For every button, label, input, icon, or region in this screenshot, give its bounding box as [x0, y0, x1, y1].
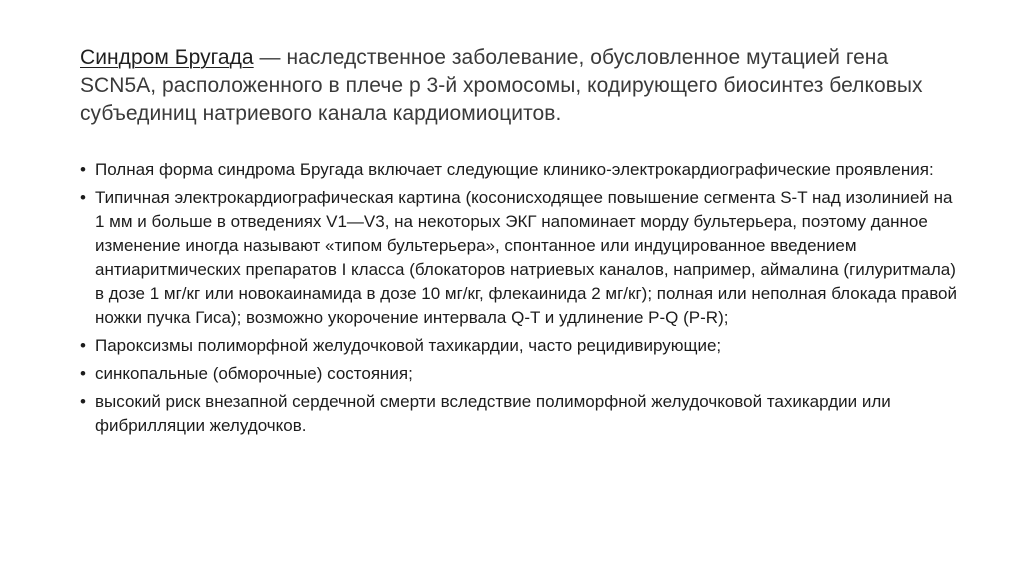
bullet-text: Типичная электрокардиографическая картина (косонисходящее повышение сегмента S-T над изолинией на 1 мм и больше в отведениях V1—V3, на некоторых ЭКГ напоминает морду бультерьера, поэтому данное изменение иногда называют «типом бультерьера», спонтанное или индуцированное введением антиаритмических препаратов I класса (блокаторов натриевых каналов, например, аймалина (гилуритмала) в дозе 1 мг/кг или новокаинамида в дозе 10 мг/кг, флекаинида 2 мг/кг); полная или неполная блокада правой ножки пучка Гиса); возможно укорочение интервала Q-T и удлинение P-Q (P-R); — [95, 188, 958, 327]
bullet-text: Полная форма синдрома Бругада включает следующие клинико-электрокардиографические проявления: — [95, 160, 934, 179]
title-term: Синдром Бругада — [80, 46, 254, 69]
bullet-dot-icon: • — [80, 160, 86, 179]
bullet-item — [80, 390, 960, 438]
bullet-item — [80, 158, 960, 182]
bullet-item — [80, 362, 960, 386]
bullet-item — [80, 186, 960, 330]
bullet-text: Пароксизмы полиморфной желудочковой тахикардии, часто рецидивирующие; — [95, 336, 722, 355]
title-definition: — наследственное заболевание, обусловленное мутацией гена SCN5A, расположенного в плече p 3-й хромосомы, кодирующего биосинтез белковых субъединиц натриевого канала кардиомиоцитов. — [80, 46, 923, 125]
bullet-dot-icon: • — [80, 392, 86, 411]
bullet-list — [80, 158, 960, 442]
bullet-dot-icon: • — [80, 364, 86, 383]
bullet-text: высокий риск внезапной сердечной смерти вследствие полиморфной желудочковой тахикардии или фибрилляции желудочков. — [95, 392, 891, 435]
bullet-dot-icon: • — [80, 336, 86, 355]
bullet-text: синкопальные (обморочные) состояния; — [95, 364, 413, 383]
bullet-item — [80, 334, 960, 358]
bullet-dot-icon: • — [80, 188, 86, 207]
slide-title — [80, 44, 960, 128]
